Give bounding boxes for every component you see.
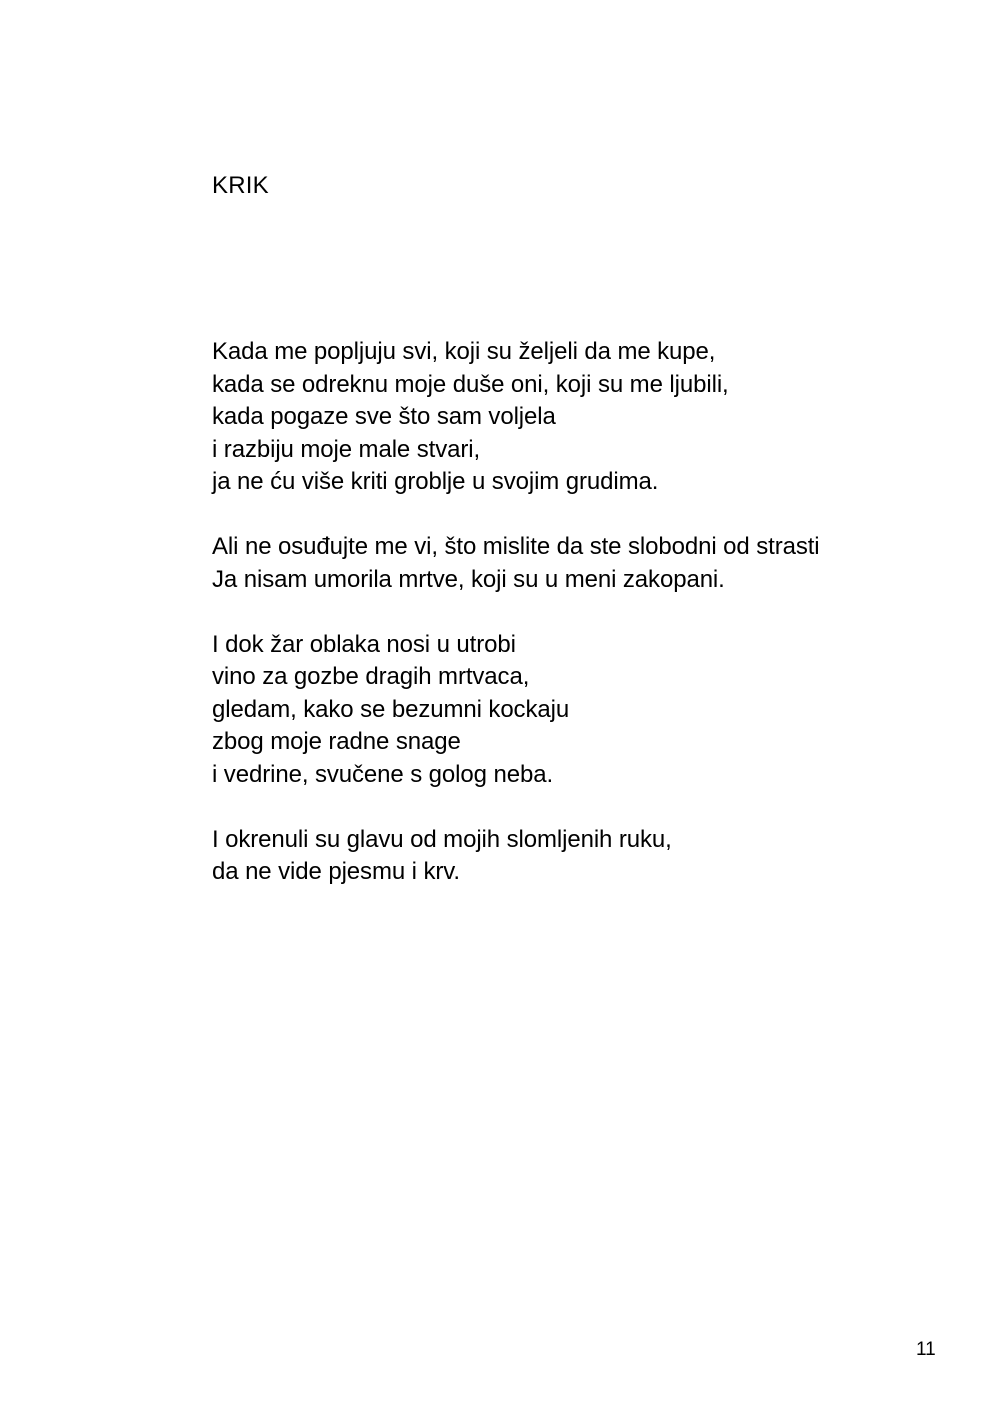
poem-line: gledam, kako se bezumni kockaju [212,695,570,723]
poem-line: Ali ne osuđujte me vi, što mislite da ste slobodni od strasti [212,533,820,560]
poem-line: I okrenuli su glavu od mojih slomljenih ruku, [212,825,672,853]
stanza-3 [212,629,952,792]
poem-line: da ne vide pjesmu i krv. [212,858,460,885]
poem-line: kada pogaze sve što sam voljela [212,403,556,430]
stanza-1 [212,336,952,499]
poem-line: vino za gozbe dragih mrtvaca, [212,663,530,690]
page-number: 11 [916,1339,936,1360]
poem-title: KRIK [212,172,269,199]
poem-body [212,336,952,921]
poem-line: ja ne ću više kriti groblje u svojim grudima. [212,468,659,495]
stanza-2 [212,531,952,596]
poem-line: kada se odreknu moje duše oni, koji su me ljubili, [212,370,729,398]
poem-line: Kada me popljuju svi, koji su željeli da me kupe, [212,338,716,365]
poem-line: i razbiju moje male stvari, [212,435,481,463]
poem-line: zbog moje radne snage [212,728,461,755]
poem-line: I dok žar oblaka nosi u utrobi [212,630,516,658]
stanza-4 [212,824,952,889]
poem-line: i vedrine, svučene s golog neba. [212,760,554,788]
poem-line: Ja nisam umorila mrtve, koji su u meni zakopani. [212,565,725,593]
